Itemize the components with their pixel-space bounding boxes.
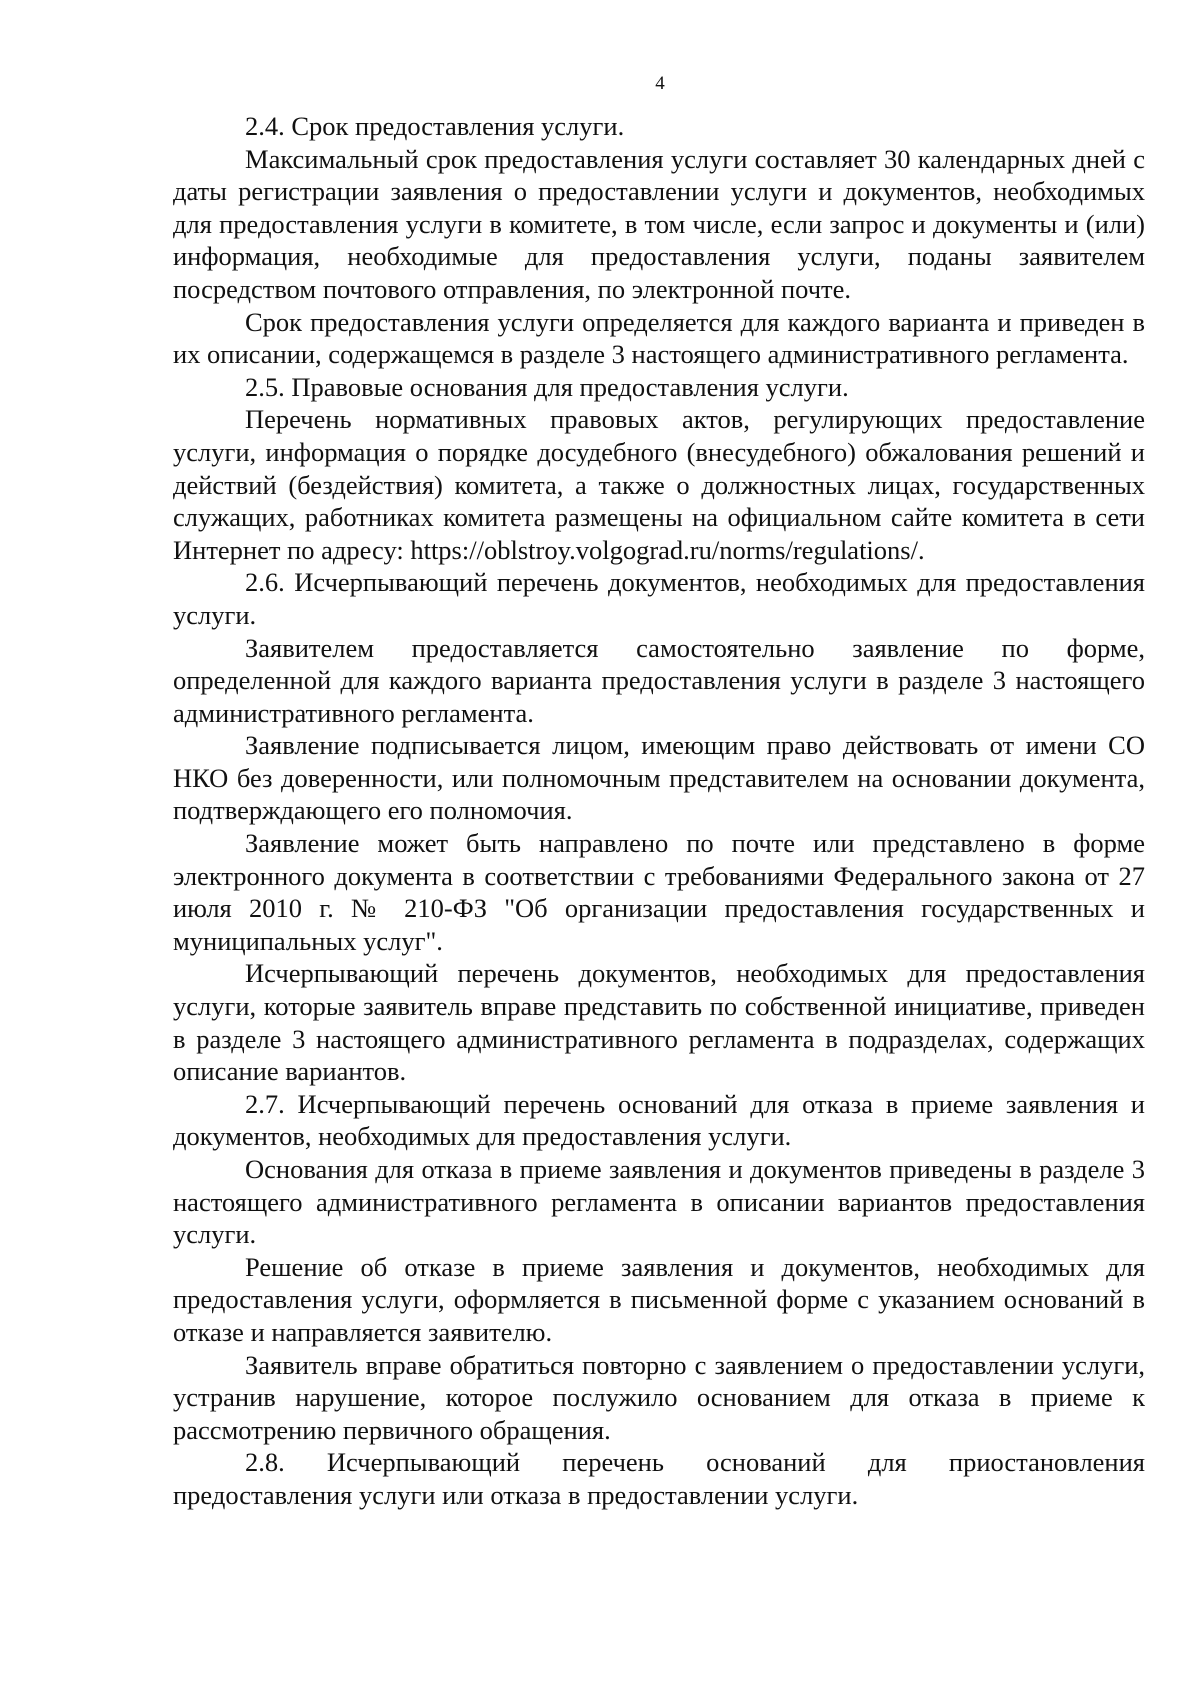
section-heading-2-5: 2.5. Правовые основания для предоставления услуги. [245, 371, 849, 402]
paragraph: Заявление подписывается лицом, имеющим право действовать от имени СО НКО без доверенности, или полномочным представителем на основании документа, подтверждающего его полномочия. [173, 730, 1145, 826]
page-number: 4 [655, 73, 665, 94]
paragraph: Решение об отказе в приеме заявления и документов, необходимых для предоставления услуги, оформляется в письменной форме с указанием оснований в отказе и направляется заявителю. [173, 1251, 1145, 1347]
paragraph: Заявителем предоставляется самостоятельно заявление по форме, определенной для каждого варианта предоставления услуги в разделе 3 настоящего административного регламента. [173, 632, 1145, 728]
paragraph: Исчерпывающий перечень документов, необходимых для предоставления услуги, которые заявитель вправе представить по собственной инициативе, приведен в разделе 3 настоящего административного регламента в подразделах, содержащих описание вариантов. [173, 958, 1145, 1087]
document-body [173, 110, 1145, 1512]
paragraph: Основания для отказа в приеме заявления и документов приведены в разделе 3 настоящего административного регламента в описании вариантов предоставления услуги. [173, 1154, 1145, 1250]
paragraph: Максимальный срок предоставления услуги составляет 30 календарных дней с даты регистрации заявления о предоставлении услуги и документов, необходимых для предоставления услуги в комитете, в том числе, если запрос и документы и (или) информация, необходимые для предоставления услуги, поданы заявителем посредством почтового отправления, по электронной почте. [173, 143, 1145, 304]
paragraph: Перечень нормативных правовых актов, регулирующих предоставление услуги, информация о порядке досудебного (внесудебного) обжалования решений и действий (бездействия) комитета, а также о должностных лицах, государственных служащих, работниках комитета размещены на официальном сайте комитета в сети Интернет по адресу: https://oblstroy.volgograd.ru/norms/regulations/. [173, 404, 1145, 565]
paragraph: Заявление может быть направлено по почте или представлено в форме электронного документа в соответствии с требованиями Федерального закона от 27 июля 2010 г. № 210-ФЗ "Об организации предоставления государственных и муниципальных услуг". [173, 828, 1145, 956]
section-heading-2-6: 2.6. Исчерпывающий перечень документов, необходимых для предоставления услуги. [173, 567, 1145, 630]
paragraph: Срок предоставления услуги определяется для каждого варианта и приведен в их описании, содержащемся в разделе 3 настоящего административного регламента. [173, 306, 1145, 370]
section-heading-2-7: 2.7. Исчерпывающий перечень оснований для отказа в приеме заявления и документов, необходимых для предоставления услуги. [173, 1088, 1145, 1152]
section-heading-2-4: 2.4. Срок предоставления услуги. [245, 111, 625, 141]
paragraph: Заявитель вправе обратиться повторно с заявлением о предоставлении услуги, устранив нарушение, которое послужило основанием для отказа в приеме к рассмотрению первичного обращения. [173, 1349, 1145, 1445]
section-heading-2-8: 2.8. Исчерпывающий перечень оснований для приостановления предоставления услуги или отказа в предоставлении услуги. [173, 1447, 1145, 1510]
